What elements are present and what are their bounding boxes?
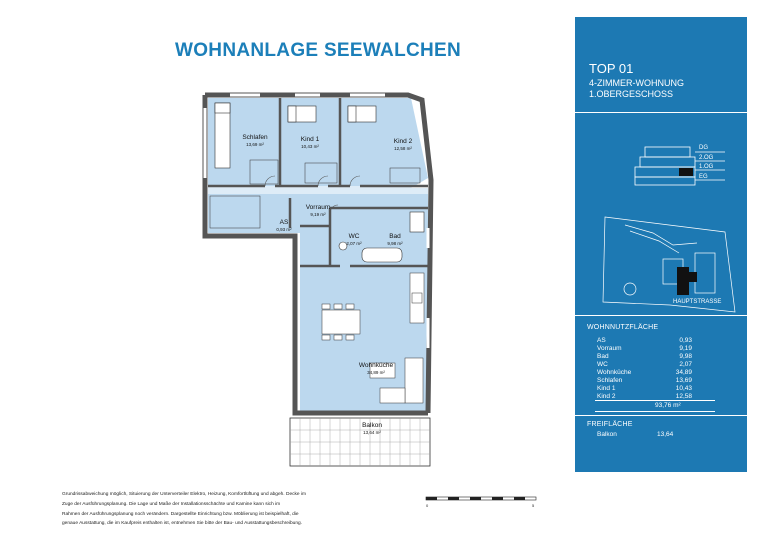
unit-type: 4-ZIMMER-WOHNUNG <box>589 78 684 88</box>
area-row-value: 34,89 <box>675 369 692 376</box>
room-vorraum-area: 9,19 m² <box>310 212 326 217</box>
area-row-value: 9,98 <box>679 353 692 360</box>
room-wc <box>341 233 367 247</box>
room-balkon-name: Balkon <box>362 422 382 429</box>
area-row-value: 9,19 <box>679 345 692 352</box>
scale-bar <box>425 496 537 504</box>
room-wc-area: 2,07 m² <box>346 241 362 246</box>
area-row-as <box>597 337 692 345</box>
area-row-name: WC <box>597 361 608 368</box>
floor-plan <box>190 88 440 478</box>
area-row-name: AS <box>597 337 606 344</box>
area-row-wc <box>597 361 692 369</box>
area-row-schlafen <box>597 377 692 385</box>
area-row-name: Kind 1 <box>597 385 616 392</box>
room-wc-name: WC <box>348 233 360 240</box>
area-row-value: 10,43 <box>675 385 692 392</box>
area-row-kind1 <box>597 385 692 393</box>
room-bad-area: 9,98 m² <box>387 241 403 246</box>
freiflaeche-row <box>597 431 707 438</box>
area-total-value: 93,76 m² <box>655 402 681 409</box>
unit-header <box>575 17 747 113</box>
floor-label-dg: DG <box>699 145 708 151</box>
area-total <box>595 400 715 412</box>
floor-label-2og: 2.OG <box>699 155 714 161</box>
panel-divider <box>575 415 747 416</box>
area-row-name: Vorraum <box>597 345 622 352</box>
info-panel <box>575 17 747 472</box>
room-as-area: 0,93 m² <box>276 227 292 232</box>
area-row-name: Bad <box>597 353 609 360</box>
room-schlafen <box>230 134 280 148</box>
disclaimer-line: Grundrissabweichung möglich, Situierung der Unterverteiler Elektro, Heizung, Komfortlüftung und abgeh. Decke im <box>62 492 306 497</box>
room-kind2 <box>378 138 428 152</box>
unit-top: TOP 01 <box>589 61 634 76</box>
room-vorraum-name: Vorraum <box>305 204 331 211</box>
disclaimer-line: Zuge der Ausführungsplanung. Die Lage und Maße der Installationsschächte und Kamine kann sich im <box>62 501 281 507</box>
floor-label-1og: 1.OG <box>699 164 714 170</box>
room-schlafen-name: Schlafen <box>242 134 268 141</box>
area-row-vorraum <box>597 345 692 353</box>
wohnnutzflaeche-heading: WOHNNUTZFLÄCHE <box>587 324 659 331</box>
area-row-value: 0,93 <box>679 337 692 344</box>
room-bad-name: Bad <box>389 233 401 240</box>
room-kind1 <box>285 136 335 150</box>
room-kind1-area: 10,43 m² <box>301 144 319 149</box>
room-vorraum <box>293 204 343 218</box>
room-as-name: AS <box>279 219 289 226</box>
building-section-and-site-plan <box>575 117 747 327</box>
area-row-value: 13,69 <box>675 377 692 384</box>
area-row-name: Wohnküche <box>597 369 632 376</box>
street-label: HAUPTSTRASSE <box>673 299 722 305</box>
room-bad <box>373 233 417 247</box>
freiflaeche-heading: FREIFLÄCHE <box>587 421 633 428</box>
area-row-value: 2,07 <box>679 361 692 368</box>
area-row-name: Schlafen <box>597 377 623 384</box>
room-kind2-name: Kind 2 <box>393 138 413 145</box>
scale-end-label: 5 <box>532 503 535 508</box>
panel-divider <box>575 315 747 316</box>
page-title: WOHNANLAGE SEEWALCHEN <box>175 40 462 61</box>
disclaimer-line: Rahmen der Ausführungsplanung noch verändern. Dargestellte Einrichtung bzw. Möblierung ist beispielhaft, die <box>62 511 299 517</box>
area-row-value: 12,58 <box>675 393 692 400</box>
room-wohnkueche <box>346 362 406 376</box>
scale-start-label: 0 <box>426 503 429 508</box>
room-schlafen-area: 13,69 m² <box>246 142 264 147</box>
room-as <box>272 219 296 233</box>
room-wohnkueche-name: Wohnküche <box>358 362 394 369</box>
disclaimer-text <box>62 490 382 529</box>
unit-floor: 1.OBERGESCHOSS <box>589 89 674 99</box>
area-row-wohnkueche <box>597 369 692 377</box>
area-row-bad <box>597 353 692 361</box>
room-wohnkueche-area: 34,89 m² <box>367 370 385 375</box>
disclaimer-line: genaue Ausstattung, die im Kaufpreis enthalten ist, entnehmen Sie bitte der Bau- und Ausstattungsbeschreibung. <box>62 521 303 527</box>
area-row-name: Kind 2 <box>597 393 616 400</box>
floor-label-eg: EG <box>699 174 708 180</box>
room-balkon <box>342 422 402 436</box>
freiflaeche-name: Balkon <box>597 431 617 438</box>
room-kind1-name: Kind 1 <box>300 136 320 143</box>
location-plans <box>575 117 747 327</box>
freiflaeche-value: 13,64 <box>657 431 674 438</box>
room-balkon-area: 13,64 m² <box>363 430 381 435</box>
room-kind2-area: 12,58 m² <box>394 146 412 151</box>
